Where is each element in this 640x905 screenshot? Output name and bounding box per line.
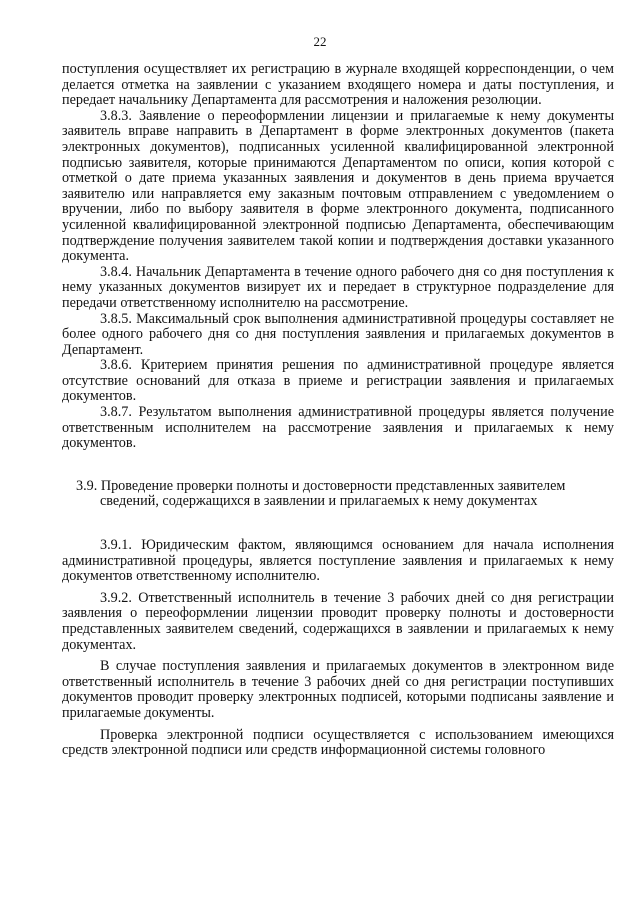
paragraph-3-8-5: 3.8.5. Максимальный срок выполнения административной процедуры составляет не более одного рабочего дня со дня поступления заявления и прилагаемых документов в Департамент.	[62, 310, 614, 358]
paragraph-3-9-2: 3.9.2. Ответственный исполнитель в течение 3 рабочих дней со дня регистрации заявления о переоформлении лицензии проводит проверку полноты и достоверности представленных заявителем сведений, содержащихся в заявлении и прилагаемых к нему документах.	[62, 589, 614, 653]
paragraph-3-9-1: 3.9.1. Юридическим фактом, являющимся основанием для начала исполнения административной процедуры, является поступление заявления и прилагаемых к нему документов ответственному исполнителю.	[62, 537, 614, 585]
document-body	[62, 62, 614, 759]
paragraph-3-8-6: 3.8.6. Критерием принятия решения по административной процедуре является отсутствие оснований для отказа в приеме и регистрации заявления и прилагаемых документов.	[62, 357, 614, 405]
paragraph-continuation: поступления осуществляет их регистрацию в журнале входящей корреспонденции, о чем делается отметка на заявлении с указанием входящего номера и даты поступления, и передает начальнику Департамента для рассмотрения и наложения резолюции.	[62, 61, 614, 109]
paragraph-signature-check: Проверка электронной подписи осуществляется с использованием имеющихся средств электронной подписи или средств информационной системы головного	[62, 726, 614, 759]
paragraph-3-8-4: 3.8.4. Начальник Департамента в течение одного рабочего дня со дня поступления к нему указанных документов визирует их и передает в структурное подразделение для передачи ответственному исполнителю на рассмотрение.	[62, 263, 614, 311]
page-number: 22	[313, 34, 327, 49]
section-heading-line-2: сведений, содержащихся в заявлении и прилагаемых к нему документах	[100, 493, 538, 510]
paragraph-electronic-documents: В случае поступления заявления и прилагаемых документов в электронном виде ответственный исполнитель в течение 3 рабочих дней со дня регистрации поступивших документов проводит проверку электронных подписей, которыми подписаны заявление и прилагаемые документы.	[62, 658, 614, 721]
paragraph-3-8-7: 3.8.7. Результатом выполнения административной процедуры является получение ответственным исполнителем на рассмотрение заявления и прилагаемых к нему документов.	[62, 404, 614, 452]
section-heading-3-9	[76, 479, 614, 510]
paragraph-3-8-3: 3.8.3. Заявление о переоформлении лицензии и прилагаемые к нему документы заявитель вправе направить в Департамент в форме электронных документов (пакета электронных документов), подписанных усиленной квалифицированной электронной подписью заявителя, которые принимаются Департаментом по описи, копия которой с отметкой о дате приема указанных заявления и документов в день приема вручается заявителю или направляется ему заказным почтовым отправлением с уведомлением о вручении, либо по выбору заявителя в форме электронного документа, подписанного усиленной квалифицированной электронной подписью Департамента, обеспечивающим подтверждение получения заявителем такой копии и подтверждения доставки указанного документа.	[62, 107, 614, 265]
section-heading-line-1: 3.9. Проведение проверки полноты и достоверности представленных заявителем	[76, 477, 566, 494]
